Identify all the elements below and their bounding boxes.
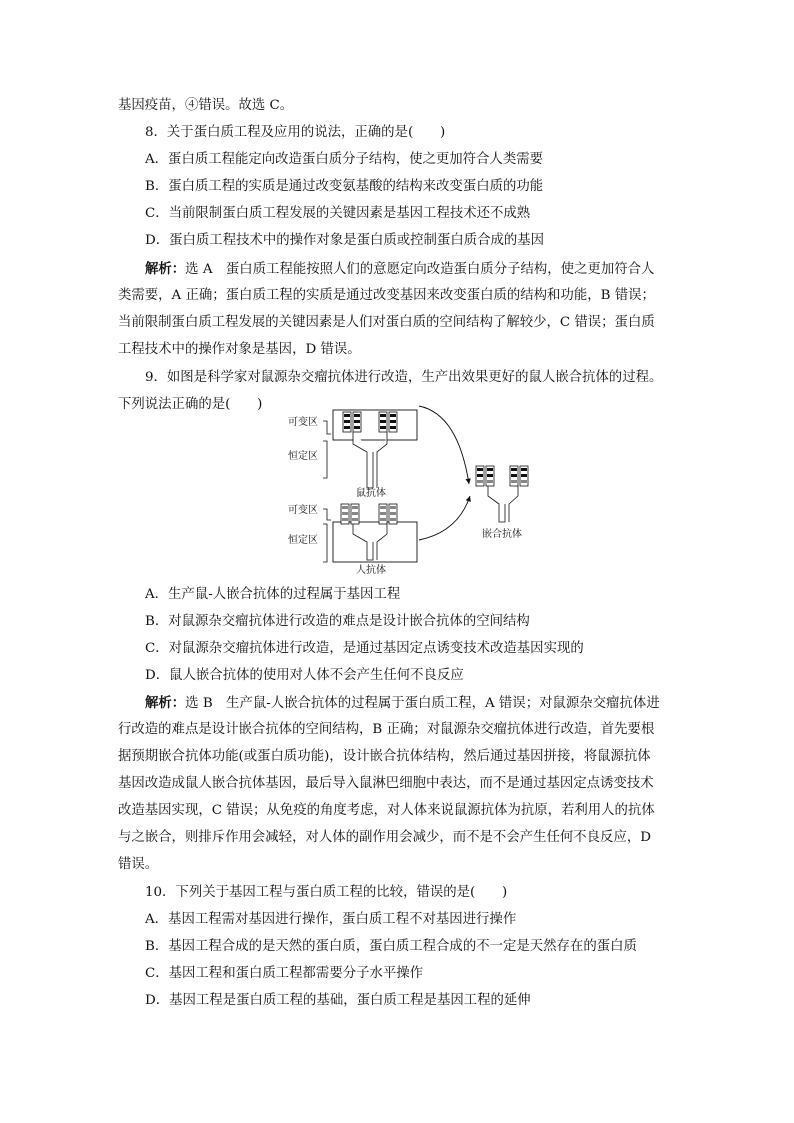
q8-analysis-line-4: 工程技术中的操作对象是基因，D 错误。 <box>118 342 361 357</box>
human-antibody-label: 人抗体 <box>356 565 386 576</box>
q10-option-c: C．基因工程和蛋白质工程都需要分子水平操作 <box>145 966 424 981</box>
mouse-constant-region-label: 恒定区 <box>288 451 318 462</box>
q8-analysis-line-3: 当前限制蛋白质工程发展的关键因素是人们对蛋白质的空间结构了解较少，C 错误；蛋白质 <box>118 315 655 330</box>
q9-option-d: D．鼠人嵌合抗体的使用对人体不会产生任何不良反应 <box>145 668 464 683</box>
q9-analysis-line-3: 据预期嵌合抗体功能(或蛋白质功能)，设计嵌合抗体结构，然后通过基因拼接，将鼠源抗体 <box>118 749 651 764</box>
q9-option-c: C．对鼠源杂交瘤抗体进行改造，是通过基因定点诱变技术改造基因实现的 <box>145 641 584 656</box>
q9-option-a: A．生产鼠-人嵌合抗体的过程属于基因工程 <box>145 587 401 602</box>
q8-option-c: C．当前限制蛋白质工程发展的关键因素是基因工程技术还不成熟 <box>145 206 531 221</box>
q10-stem: 10．下列关于基因工程与蛋白质工程的比较，错误的是( ) <box>145 885 508 900</box>
q8-option-d: D．蛋白质工程技术中的操作对象是蛋白质或控制蛋白质合成的基因 <box>145 233 545 248</box>
human-antibody-figure <box>288 503 417 576</box>
q8-option-a: A．蛋白质工程能定向改造蛋白质分子结构，使之更加符合人类需要 <box>145 152 543 167</box>
chimeric-antibody-label: 嵌合抗体 <box>482 529 522 540</box>
q9-stem-line-1: 9．如图是科学家对鼠源杂交瘤抗体进行改造，生产出效果更好的鼠人嵌合抗体的过程。 <box>145 370 663 385</box>
q10-option-d: D．基因工程是蛋白质工程的基础，蛋白质工程是基因工程的延伸 <box>145 993 531 1008</box>
prev-answer-tail: 基因疫苗，④错误。故选 C。 <box>118 98 294 113</box>
q8-analysis-line-2: 类需要，A 正确；蛋白质工程的实质是通过改变基因来改变蛋白质的结构和功能，B 错误； <box>118 288 655 303</box>
q9-option-b: B．对鼠源杂交瘤抗体进行改造的难点是设计嵌合抗体的空间结构 <box>145 614 530 629</box>
mouse-antibody-label: 鼠抗体 <box>356 488 386 499</box>
human-constant-region-label: 恒定区 <box>288 535 318 546</box>
q8-stem: 8．关于蛋白质工程及应用的说法，正确的是( ) <box>145 125 446 140</box>
q9-analysis-line-1: 解析：选 B 生产鼠-人嵌合抗体的过程属于蛋白质工程，A 错误；对鼠源杂交瘤抗体进 <box>145 695 660 711</box>
chimeric-antibody-figure <box>476 466 528 540</box>
q10-option-a: A．基因工程需对基因进行操作，蛋白质工程不对基因进行操作 <box>145 912 517 927</box>
mouse-antibody-figure <box>288 410 417 499</box>
q9-analysis-line-4: 基因改造成鼠人嵌合抗体基因，最后导入鼠淋巴细胞中表达，而不是通过基因定点诱变技术 <box>118 776 654 791</box>
mouse-variable-region-label: 可变区 <box>288 417 318 428</box>
human-variable-region-label: 可变区 <box>288 505 318 516</box>
arrow-from-mouse <box>419 406 469 484</box>
q8-option-b: B．蛋白质工程的实质是通过改变氨基酸的结构来改变蛋白质的功能 <box>145 179 544 194</box>
q9-analysis-line-2: 行改造的难点是设计嵌合抗体的空间结构，B 正确；对鼠源杂交瘤抗体进行改造，首先要根 <box>118 722 655 737</box>
q9-analysis-line-5: 改造基因实现，C 错误；从免疫的角度考虑，对人体来说鼠源抗体为抗原，若利用人的抗体 <box>118 803 655 818</box>
q10-option-b: B．基因工程合成的是天然的蛋白质，蛋白质工程合成的不一定是天然存在的蛋白质 <box>145 939 637 954</box>
q8-analysis-line-1: 解析：选 A 蛋白质工程能按照人们的意愿定向改造蛋白质分子结构，使之更加符合人 <box>145 261 655 277</box>
q9-stem-line-2: 下列说法正确的是( ) <box>118 397 263 412</box>
q9-analysis-label: 解析： <box>145 695 186 711</box>
antibody-diagram <box>283 392 543 577</box>
q9-analysis-line-6: 与之嵌合，则排斥作用会减轻，对人体的副作用会减少，而不是不会产生任何不良反应，D <box>118 830 651 845</box>
q8-analysis-label: 解析： <box>145 261 186 277</box>
q9-analysis-line-7: 错误。 <box>118 857 159 872</box>
arrow-from-human <box>419 496 470 540</box>
